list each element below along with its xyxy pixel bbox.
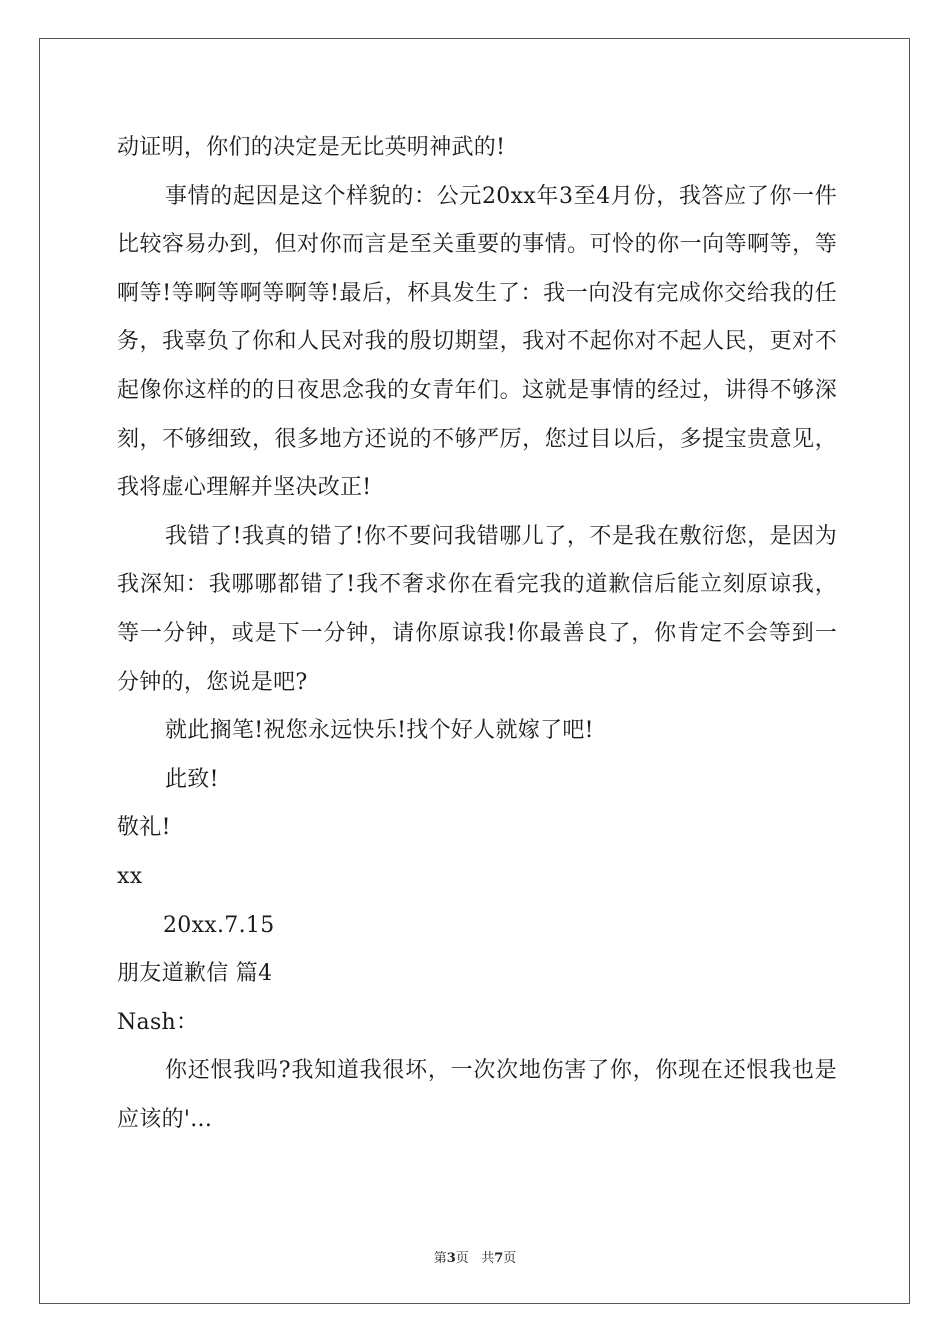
letter-greeting: Nash： xyxy=(117,1009,199,1035)
footer-page-number: 3 xyxy=(446,1251,456,1266)
paragraph-cause: 事情的起因是这个样貌的：公元20xx年3至4月份，我答应了你一件比较容易办到，但对你而言是至关重要的事情。可怜的你一向等啊等，等啊等!等啊等啊等啊等!最后，杯具发生了：我一向没有完成你交给我的任务，我辜负了你和人民对我的殷切期望，我对不起你对不起人民，更对不起像你这样的的日夜思念我的女青年们。这就是事情的经过，讲得不够深刻，不够细致，很多地方还说的不够严厉，您过目以后，多提宝贵意见，我将虚心理解并坚决改正! xyxy=(117,183,837,501)
salutation-cizhi: 此致! xyxy=(165,766,219,792)
paragraph-apology: 我错了!我真的错了!你不要问我错哪儿了，不是我在敷衍您，是因为我深知：我哪哪都错了!我不奢求你在看完我的道歉信后能立刻原谅我，等一分钟，或是下一分钟，请你原谅我!你最善良了，你肯定不会等到一分钟的，您说是吧? xyxy=(117,523,837,695)
signature-date: 20xx.7.15 xyxy=(163,912,275,938)
salutation-jingli: 敬礼! xyxy=(117,815,171,841)
document-body xyxy=(117,124,837,1144)
section-heading: 朋友道歉信 篇4 xyxy=(117,961,273,987)
footer-page-unit: 页 xyxy=(455,1251,469,1266)
footer-total-prefix: 共 xyxy=(481,1251,495,1266)
signature-name: xx xyxy=(117,863,143,889)
paragraph-letter-start: 你还恨我吗?我知道我很坏，一次次地伤害了你，你现在还恨我也是应该的'... xyxy=(117,1058,837,1132)
paragraph-closing: 就此搁笔!祝您永远快乐!找个好人就嫁了吧! xyxy=(165,718,594,744)
footer-total-number: 7 xyxy=(494,1251,504,1266)
footer-page-prefix: 第 xyxy=(433,1251,447,1266)
page-footer xyxy=(0,1247,950,1266)
paragraph-continuation: 动证明，你们的决定是无比英明神武的! xyxy=(117,135,506,160)
footer-total-unit: 页 xyxy=(503,1251,517,1266)
